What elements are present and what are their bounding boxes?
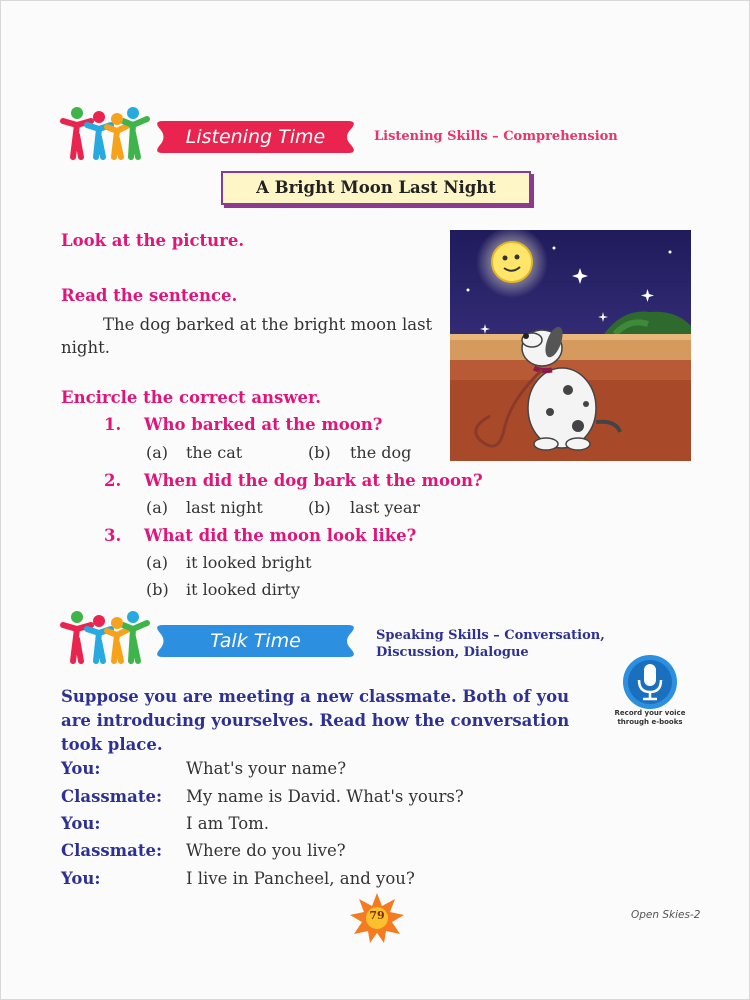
- encircle-instruction: Encircle the correct answer.: [61, 388, 321, 407]
- q1-option-b[interactable]: the dog: [350, 443, 412, 462]
- page-number: 79: [369, 909, 385, 922]
- conversation-line-1: What's your name?: [186, 759, 347, 778]
- listening-skill-label: Listening Skills – Comprehension: [374, 129, 618, 144]
- question-3-text: What did the moon look like?: [144, 526, 417, 545]
- speaking-skill-line-2: Discussion, Dialogue: [376, 645, 529, 660]
- people-icon: [59, 609, 151, 665]
- q2-option-b[interactable]: last year: [350, 498, 421, 517]
- passage-title: A Bright Moon Last Night: [221, 171, 531, 205]
- sentence-line-1: The dog barked at the bright moon last: [103, 315, 433, 334]
- question-1-number: 1.: [104, 415, 122, 434]
- mic-caption-line-2: through e-books: [617, 718, 683, 726]
- conversation-line-2: My name is David. What's yours?: [186, 787, 464, 806]
- conversation-line-3: I am Tom.: [186, 814, 270, 833]
- q2-option-a-label: (a): [146, 498, 169, 517]
- question-1-text: Who barked at the moon?: [144, 415, 383, 434]
- speaker-1: You:: [61, 759, 101, 778]
- conversation-line-5: I live in Pancheel, and you?: [186, 869, 415, 888]
- mic-caption-line-1: Record your voice: [614, 709, 686, 717]
- speaking-skill-line-1: Speaking Skills – Conversation,: [376, 628, 605, 643]
- sentence-line-2: night.: [61, 338, 110, 357]
- talk-instruction: Suppose you are meeting a new classmate. Both of you are introducing yourselves. Read how the conversation took place.: [61, 687, 570, 754]
- listening-time-label: Listening Time: [185, 126, 326, 148]
- q3-option-b[interactable]: it looked dirty: [186, 580, 300, 599]
- speaker-2: Classmate:: [61, 787, 163, 806]
- q1-option-b-label: (b): [308, 443, 331, 462]
- q3-option-a-label: (a): [146, 553, 169, 572]
- q2-option-b-label: (b): [308, 498, 331, 517]
- speaker-3: You:: [61, 814, 101, 833]
- talk-time-label: Talk Time: [210, 630, 301, 652]
- speaker-4: Classmate:: [61, 841, 163, 860]
- read-instruction: Read the sentence.: [61, 286, 238, 305]
- look-instruction: Look at the picture.: [61, 231, 245, 250]
- q1-option-a[interactable]: the cat: [186, 443, 243, 462]
- microphone-icon[interactable]: [622, 654, 678, 710]
- speaker-5: You:: [61, 869, 101, 888]
- q3-option-b-label: (b): [146, 580, 169, 599]
- mic-caption: [609, 709, 691, 727]
- conversation-line-4: Where do you live?: [186, 841, 346, 860]
- q1-option-a-label: (a): [146, 443, 169, 462]
- question-2-number: 2.: [104, 471, 122, 490]
- book-title: Open Skies-2: [631, 909, 701, 921]
- q3-option-a[interactable]: it looked bright: [186, 553, 312, 572]
- listening-time-banner: [153, 119, 358, 155]
- page-number-badge: [350, 893, 404, 943]
- q2-option-a[interactable]: last night: [186, 498, 263, 517]
- talk-time-banner: [153, 623, 358, 659]
- people-icon: [59, 105, 151, 161]
- question-2-text: When did the dog bark at the moon?: [144, 471, 483, 490]
- question-3-number: 3.: [104, 526, 122, 545]
- moon-dog-picture: [450, 230, 691, 461]
